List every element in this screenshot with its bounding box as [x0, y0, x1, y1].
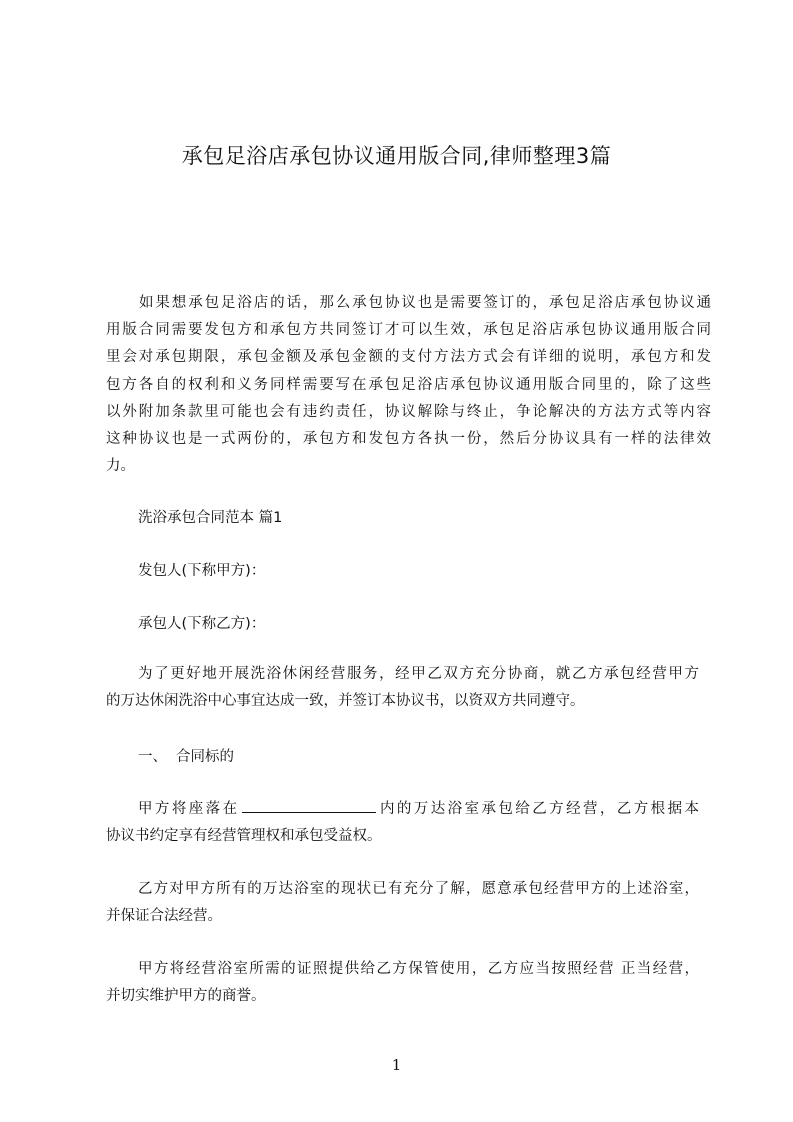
intro-line: 用版合同需要发包方和承包方共同签订才可以生效，承包足浴店承包协议通用版合同 [106, 322, 711, 339]
section-title: 合同标的 [176, 749, 234, 765]
intro-line: 这种协议也是一式两份的，承包方和发包方各执一份，然后分协议具有一样的法律效 [106, 431, 711, 448]
intro-line: 如果想承包足浴店的话，那么承包协议也是需要签订的，承包足浴店承包协议通 [139, 295, 711, 311]
section-heading [138, 745, 234, 766]
party-b-label: 承包人(下称乙方)： [138, 616, 266, 632]
clause-line: 协议书约定享有经营管理权和承包受益权。 [106, 828, 382, 844]
clause-line: 并切实维护甲方的商誉。 [106, 988, 266, 1004]
clause-line: 乙方对甲方所有的万达浴室的现状已有充分了解，愿意承包经营甲方的上述浴室， [138, 881, 699, 897]
clause-text: 甲方将座落在 [138, 801, 240, 817]
fill-in-blank [242, 811, 376, 813]
clause-line: 并保证合法经营。 [106, 908, 222, 924]
intro-line: 里会对承包期限，承包金额及承包金额的支付方法方式会有详细的说明，承包方和发 [106, 349, 711, 366]
clause-line: 甲方将经营浴室所需的证照提供给乙方保管使用，乙方应当按照经营 正当经营， [138, 961, 699, 977]
purpose-line: 为了更好地开展洗浴休闲经营服务，经甲乙双方充分协商，就乙方承包经营甲方 [138, 666, 699, 682]
page-number: 1 [391, 1056, 402, 1074]
intro-paragraph [106, 290, 711, 480]
purpose-line: 的万达休闲洗浴中心事宜达成一致，并签订本协议书，以资双方共同遵守。 [106, 693, 585, 709]
section-number: 一、 [138, 749, 167, 765]
intro-line: 以外附加条款里可能也会有违约责任，协议解除与终止，争论解决的方法方式等内容 [106, 403, 711, 420]
contract-subtitle: 洗浴承包合同范本 篇1 [138, 510, 283, 526]
intro-line: 力。 [106, 458, 135, 475]
party-a-label: 发包人(下称甲方)： [138, 563, 266, 579]
clause-line [106, 796, 699, 823]
intro-line: 包方各自的权利和义务同样需要写在承包足浴店承包协议通用版合同里的，除了这些 [106, 376, 711, 393]
document-title: 承包足浴店承包协议通用版合同,律师整理3篇 [181, 144, 612, 168]
clause-text: 内的万达浴室承包给乙方经营，乙方根据本 [377, 801, 700, 817]
